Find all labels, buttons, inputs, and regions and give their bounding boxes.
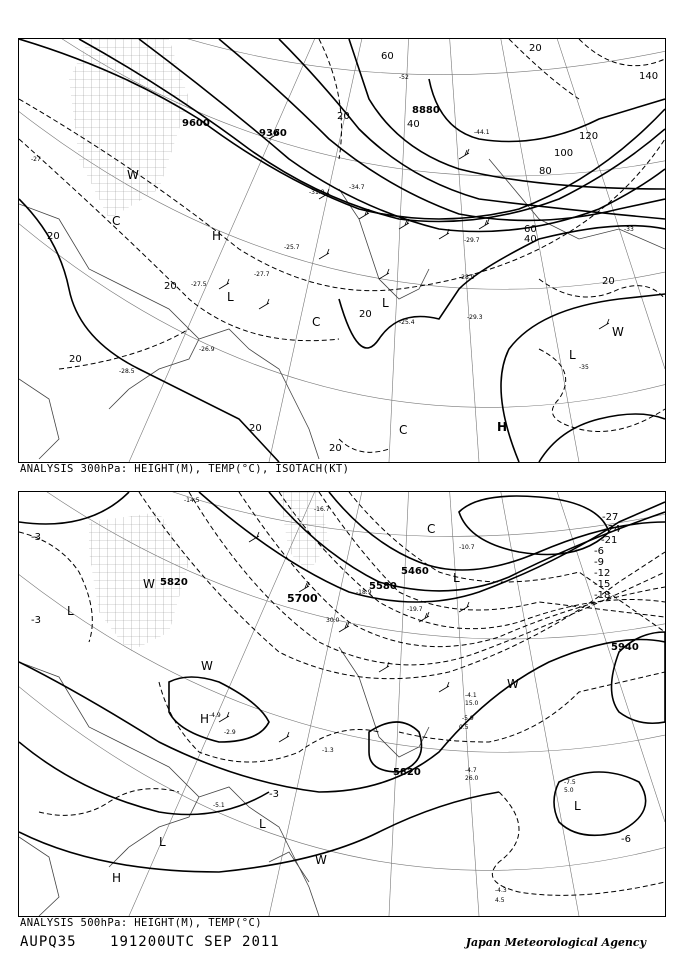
- station-value: -34.7: [349, 184, 365, 191]
- station-value: -18.9: [356, 589, 372, 596]
- station-value: -19.7: [407, 606, 423, 613]
- height-label-9360: 9360: [259, 128, 287, 139]
- station-value: -12: [594, 568, 611, 579]
- warm-center-marker: W: [201, 659, 213, 673]
- station-value: -3: [31, 532, 41, 543]
- station-value: -26.9: [199, 346, 215, 353]
- station-value: -25.7: [284, 244, 300, 251]
- station-value: -21: [601, 535, 618, 546]
- height-label: 5700: [287, 592, 318, 605]
- chart-500hpa-svg: [19, 492, 665, 916]
- low-pressure-marker: L: [382, 296, 389, 310]
- warm-center-marker: W: [507, 677, 519, 691]
- warm-center-marker: W: [315, 853, 327, 867]
- station-value: -10.7: [459, 544, 475, 551]
- high-pressure-marker: H: [200, 712, 210, 726]
- contour-labels-500: [160, 566, 639, 778]
- station-value: -25.4: [399, 319, 415, 326]
- station-value: -18: [594, 590, 611, 601]
- height-label: 5820: [160, 577, 188, 588]
- low-pressure-marker: L: [259, 817, 266, 831]
- isotach-label: 20: [359, 309, 372, 320]
- station-value: -24: [604, 524, 621, 535]
- upper-air-chart-500hpa: [18, 491, 666, 917]
- high-pressure-marker: H: [497, 420, 508, 434]
- pressure-systems-500: [67, 522, 581, 885]
- station-value: -29.3: [467, 314, 483, 321]
- valid-time: 191200UTC SEP 2011: [110, 934, 280, 950]
- station-value: -33: [624, 226, 634, 233]
- station-value: -5.9: [462, 715, 474, 722]
- cold-center-marker: C: [399, 423, 408, 437]
- station-value: -9: [594, 557, 604, 568]
- low-pressure-marker: L: [574, 799, 581, 813]
- isotach-label: 20: [47, 231, 60, 242]
- station-value: -16.7: [314, 506, 330, 513]
- upper-air-chart-300hpa: [18, 38, 666, 463]
- station-value: 15.0: [465, 700, 479, 707]
- station-value: -14.5: [184, 497, 200, 504]
- station-value: -4.9: [209, 712, 221, 719]
- station-value: -5.1: [213, 802, 225, 809]
- station-value: -1.3: [322, 747, 334, 754]
- station-value: -31.9: [309, 189, 325, 196]
- low-pressure-marker: L: [453, 571, 460, 585]
- station-value: -35: [579, 364, 589, 371]
- isotach-label: 80: [539, 166, 552, 177]
- hatched-region-300: [69, 39, 189, 219]
- isotach-label: 140: [639, 71, 659, 82]
- upper-chart-caption: ANALYSIS 300hPa: HEIGHT(M), TEMP(°C), ISOTACH(KT): [20, 463, 350, 475]
- warm-center-marker: W: [127, 168, 139, 182]
- isotach-label: 60: [524, 224, 537, 235]
- station-value: -28.5: [119, 368, 135, 375]
- product-code: AUPQ35: [20, 934, 77, 950]
- station-value: 0.5: [459, 724, 469, 731]
- low-pressure-marker: L: [67, 604, 74, 618]
- station-value: -4.7: [465, 767, 477, 774]
- coastline-500: [19, 647, 429, 916]
- station-value: 26.0: [465, 775, 479, 782]
- station-value: -2.9: [224, 729, 236, 736]
- low-pressure-marker: L: [227, 290, 234, 304]
- isotach-label: 40: [524, 234, 537, 245]
- height-label-9600: 9600: [182, 118, 210, 129]
- station-value: -6: [594, 546, 604, 557]
- warm-center-marker: W: [612, 325, 624, 339]
- isotach-label: 20: [529, 43, 542, 54]
- chart-300hpa-svg: [19, 39, 665, 462]
- cold-center-marker: C: [427, 522, 436, 536]
- station-value: -4.3: [495, 887, 507, 894]
- height-label: 5580: [369, 581, 397, 592]
- station-value: -52: [399, 74, 409, 81]
- isotach-label: 20: [164, 281, 177, 292]
- station-value: -27: [602, 512, 619, 523]
- isotach-label: 20: [249, 423, 262, 434]
- isotach-label: 20: [69, 354, 82, 365]
- pressure-systems-300: [112, 168, 624, 437]
- hatched-region-500b: [279, 492, 329, 572]
- station-value: -44.1: [474, 129, 490, 136]
- warm-center-marker: W: [143, 577, 155, 591]
- station-value: 4.5: [495, 897, 505, 904]
- station-value: -27.7: [254, 271, 270, 278]
- cold-center-marker: C: [312, 315, 321, 329]
- wind-barbs-500: [219, 532, 469, 742]
- high-pressure-marker: H: [112, 871, 122, 885]
- station-value: 5.0: [564, 787, 574, 794]
- isotach-label: 120: [579, 131, 599, 142]
- agency-credit: Japan Meteorological Agency: [465, 936, 646, 949]
- station-value: -27: [31, 156, 41, 163]
- height-label-8880: 8880: [412, 105, 440, 116]
- isotach-label: 60: [381, 51, 394, 62]
- isotach-label: 20: [337, 111, 350, 122]
- cold-center-marker: C: [112, 214, 121, 228]
- station-value: -6: [621, 834, 631, 845]
- isotach-label: 20: [602, 276, 615, 287]
- station-value: -3: [31, 615, 41, 626]
- product-header: [20, 934, 304, 950]
- isotach-label: 100: [554, 148, 574, 159]
- low-pressure-marker: L: [159, 835, 166, 849]
- height-label: 5940: [611, 642, 639, 653]
- low-pressure-marker: L: [569, 348, 576, 362]
- station-value: -7.5: [564, 779, 576, 786]
- station-values-500: [184, 497, 576, 904]
- station-value: -15: [594, 579, 611, 590]
- station-value: -27.5: [191, 281, 207, 288]
- height-label: 5460: [401, 566, 429, 577]
- station-value: -4.1: [465, 692, 477, 699]
- wind-barbs-300: [219, 129, 609, 329]
- station-value: -3: [269, 789, 279, 800]
- lower-chart-caption: ANALYSIS 500hPa: HEIGHT(M), TEMP(°C): [20, 917, 262, 929]
- station-value: -28.9: [459, 274, 475, 281]
- station-value: 30.0: [326, 617, 340, 624]
- station-value: -29.7: [464, 237, 480, 244]
- isotach-label: 20: [329, 443, 342, 454]
- isotach-label: 40: [407, 119, 420, 130]
- high-pressure-marker: H: [212, 229, 222, 243]
- height-label: 5820: [393, 767, 421, 778]
